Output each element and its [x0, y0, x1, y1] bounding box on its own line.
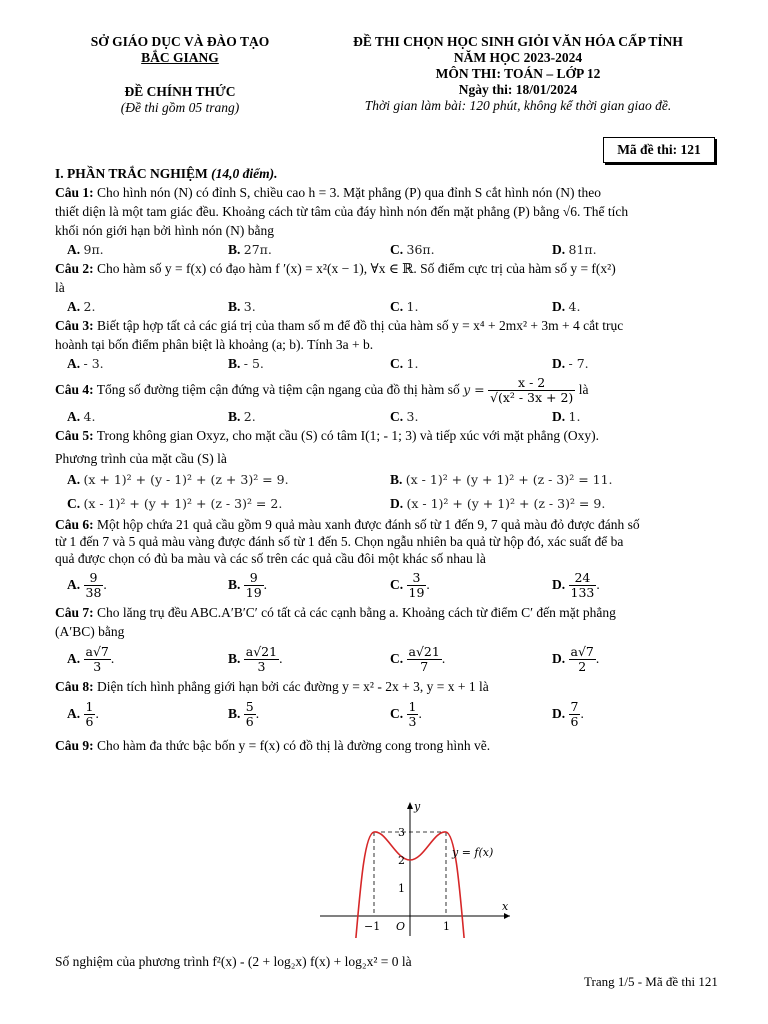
y-axis-label: y [414, 800, 421, 813]
function-graph [300, 798, 520, 938]
option-c: C. 1. [390, 299, 419, 314]
question-2-options [55, 297, 730, 316]
question-9-equation: Số nghiệm của phương trình f²(x) - (2 + log₂x) f(x) + log₂x² = 0 là [55, 954, 412, 969]
x-axis-label: x [502, 900, 509, 913]
option-b: B. 3. [228, 299, 256, 314]
option-d: D. $\frac{a√7}{2}$ . [552, 644, 600, 675]
tick-x1: 1 [443, 920, 450, 933]
question-6: Câu 6: Một hộp chứa 21 quả cầu gồm 9 quả màu xanh được đánh số từ 1 đến 9, 7 quả màu đỏ được đánh số [55, 517, 640, 532]
option-a: A. 4. [67, 409, 96, 424]
question-8-options [55, 696, 730, 732]
question-7: Câu 7: Cho lăng trụ đều ABC.A′B′C′ có tất cả các cạnh bằng a. Khoảng cách từ điểm C′ đến mặt phẳng [55, 605, 616, 620]
option-b: B. $\frac{a√21}{3}$ . [228, 644, 283, 675]
page-count-note: (Đề thi gồm 05 trang) [120, 100, 240, 115]
option-c: C. (x - 1)² + (y + 1)² + (z - 3)² = 2. [67, 496, 283, 511]
option-b: B. - 5. [228, 356, 264, 371]
question-1: Câu 1: Cho hình nón (N) có đỉnh S, chiều cao h = 3. Mặt phẳng (P) qua đỉnh S cắt hình nón (N) theo [55, 185, 602, 200]
question-4: Câu 4: Tổng số đường tiệm cận đứng và tiệm cận ngang của đồ thị hàm số y = $\frac{x - 2}{\text{√(x² - 3x + 2)}}$ là [55, 375, 589, 406]
option-c: C. 3. [390, 409, 419, 424]
official-label: ĐỀ CHÍNH THỨC [124, 84, 236, 99]
option-a: A. 2. [67, 299, 96, 314]
option-b: B. (x - 1)² + (y + 1)² + (z - 3)² = 11. [390, 472, 613, 487]
option-b: B. $\frac{5}{6}$ . [228, 699, 260, 730]
option-a: A. $\frac{1}{6}$ . [67, 699, 99, 730]
questions-section: I. PHẦN TRẮC NGHIỆM (14,0 điểm). Câu 1: Cho hình nón (N) có đỉnh S, chiều cao h = 3. Mặt phẳng (P) qua đỉnh S cắt hình nón (N) theo thiết diện là một tam giác đều. Khoảng cách từ tâm của đáy hình nón đến mặt phẳng (P) bằng √6. Thể tích khối nón giới hạn bởi hình nón (N) bằng A. 9π. B. 27π. C. 36π. D. 81π. Câu 2: Cho hàm số y = f(x) có đạo hàm f ′(x) = x²(x − 1), ∀x ∈ ℝ. Số điểm cực trị của hàm số y = f(x²) là A. 2. B. 3. C. 1. D. 4. Câu 3: Biết tập hợp tất cả các giá trị của tham số m để đồ thị của hàm số y = x⁴ + 2mx² + 3m + 4 cắt trục hoành tại bốn điểm phân biệt là khoảng (a; b). Tính 3a + b. A. - 3. B. - 5. C. 1. D. - 7. Câu 4: Tổng số đường tiệm cận đứng và tiệm cận ngang của đồ thị hàm số y = $\frac{x - 2}{\text{√(x² - 3x + 2)}}$ là A. 4. B. 2. C. 3. D. 1. Câu 5: Trong không gian Oxyz, cho mặt cầu (S) có tâm I(1; - 1; 3) và tiếp xúc với mặt phẳng (Oxy). Phương trình của mặt cầu (S) là A. (x + 1)² + (y - 1)² + (z + 3)² = 9. B. (x - 1)² + (y + 1)² + (z - 3)² = 11. C. (x - 1)² + (y + 1)² + (z - 3)² = 2. D. (x - 1)² + (y + 1)² + (z - 3)² = 9. Câu 6: Một hộp chứa 21 quả cầu gồm 9 quả màu xanh được đánh số từ 1 đến 9, 7 quả màu đỏ được đánh số từ 1 đến 7 và 5 quả màu vàng được đánh số từ 1 đến 5. Chọn ngẫu nhiên ba quả từ hộp đó, xác suất để ba quả được chọn có đủ ba màu và các số trên các quả cầu đôi một khác số nhau là A. $\frac{9}{38}$ . B. $\frac{9}{19}$ . C. $\frac{3}{19}$ . D. $\frac{24}{133}$ . Câu 7: Cho lăng trụ đều ABC.A′B′C′ có tất cả các cạnh bằng a. Khoảng cách từ điểm C′ đến mặt phẳng (A′BC) bằng A. $\frac{a√7}{3}$ . B. $\frac{a√21}{3}$ . C. $\frac{a√21}{7}$ . D. $\frac{a√7}{2}$ . Câu 8: Diện tích hình phẳng giới hạn bởi các đường y = x² - 2x + 3, y = x + 1 là A. $\frac{1}{6}$ . B. $\frac{5}{6}$ . C. $\frac{1}{3}$ . D. $\frac{7}{6}$ . Câu 9: Cho hàm đa thức bậc bốn y = f(x) có đồ thị là đường cong trong hình vẽ. [55, 164, 730, 755]
exam-title: ĐỀ THI CHỌN HỌC SINH GIỎI VĂN HÓA CẤP TỈNH [353, 34, 683, 49]
department-name: SỞ GIÁO DỤC VÀ ĐÀO TẠO [90, 34, 270, 49]
option-c: C. $\frac{1}{3}$ . [390, 699, 422, 730]
option-d: D. 1. [552, 409, 581, 424]
question-9: Câu 9: Cho hàm đa thức bậc bốn y = f(x) có đồ thị là đường cong trong hình vẽ. [55, 738, 491, 753]
q4-function-fraction: $\frac{x - 2}{\text{√(x² - 3x + 2)}}$ [489, 375, 574, 406]
tick-xm1: −1 [364, 920, 381, 933]
section-title: I. PHẦN TRẮC NGHIỆM (14,0 điểm). [55, 166, 278, 181]
header-right [318, 34, 718, 114]
question-4-options [55, 407, 730, 426]
tick-y2: 2 [398, 854, 405, 867]
option-c: C. $\frac{3}{19}$ . [390, 570, 430, 601]
option-d: D. $\frac{7}{6}$ . [552, 699, 584, 730]
school-year: NĂM HỌC 2023-2024 [453, 50, 583, 65]
curve-label: y = f(x) [452, 846, 494, 859]
option-a: A. $\frac{9}{38}$ . [67, 570, 107, 601]
option-d: D. 81π. [552, 242, 597, 257]
exam-date: Ngày thi: 18/01/2024 [458, 82, 578, 97]
question-1-options [55, 240, 730, 259]
option-b: B. $\frac{9}{19}$ . [228, 570, 268, 601]
option-c: C. 1. [390, 356, 419, 371]
option-a: A. - 3. [67, 356, 104, 371]
option-b: B. 2. [228, 409, 256, 424]
page-footer: Trang 1/5 - Mã đề thi 121 [584, 974, 718, 989]
tick-origin: O [396, 920, 406, 933]
exam-code-box: Mã đề thi: 121 [603, 137, 715, 163]
question-6-options [55, 567, 730, 603]
province-name: BẮC GIANG [141, 50, 219, 65]
question-5-options-cd [55, 492, 730, 516]
option-c: C. 36π. [390, 242, 435, 257]
question-5-options-ab [55, 468, 730, 492]
option-a: A. $\frac{a√7}{3}$ . [67, 644, 115, 675]
option-a: A. (x + 1)² + (y - 1)² + (z + 3)² = 9. [67, 472, 289, 487]
question-3: Câu 3: Biết tập hợp tất cả các giá trị của tham số m để đồ thị của hàm số y = x⁴ + 2mx² + 3m + 4 cắt trục [55, 318, 624, 333]
option-c: C. $\frac{a√21}{7}$ . [390, 644, 446, 675]
option-d: D. (x - 1)² + (y + 1)² + (z - 3)² = 9. [390, 496, 606, 511]
question-7-options [55, 641, 730, 677]
question-8: Câu 8: Diện tích hình phẳng giới hạn bởi các đường y = x² - 2x + 3, y = x + 1 là [55, 679, 489, 694]
time-limit: Thời gian làm bài: 120 phút, không kể thời gian giao đề. [364, 98, 672, 113]
option-d: D. - 7. [552, 356, 589, 371]
option-b: B. 27π. [228, 242, 272, 257]
header-left [60, 34, 300, 116]
question-2: Câu 2: Cho hàm số y = f(x) có đạo hàm f ′(x) = x²(x − 1), ∀x ∈ ℝ. Số điểm cực trị của hàm số y = f(x²) [55, 261, 616, 276]
option-a: A. 9π. [67, 242, 104, 257]
tick-y1: 1 [398, 882, 405, 895]
tick-y3: 3 [398, 826, 405, 839]
subject: MÔN THI: TOÁN – LỚP 12 [435, 66, 601, 81]
option-d: D. $\frac{24}{133}$ . [552, 570, 600, 601]
question-3-options [55, 354, 730, 373]
option-d: D. 4. [552, 299, 581, 314]
question-5: Câu 5: Trong không gian Oxyz, cho mặt cầu (S) có tâm I(1; - 1; 3) và tiếp xúc với mặt phẳng (Oxy). [55, 428, 600, 443]
